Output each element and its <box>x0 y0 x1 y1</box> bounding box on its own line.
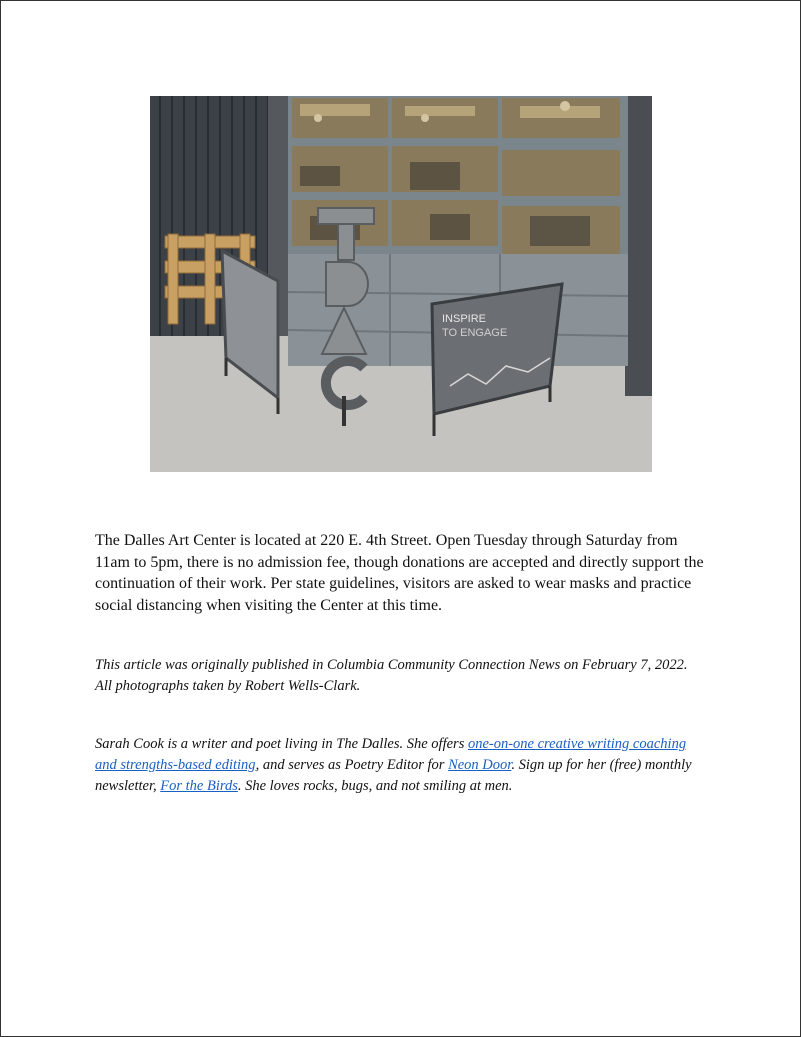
location-paragraph: The Dalles Art Center is located at 220 E. 4th Street. Open Tuesday through Saturday from 11am to 5pm, there is no admission fee, though donations are accepted and directly support the continuation of their work. Per state guidelines, visitors are asked to wear masks and practice social distancing when visiting the Center at this time. <box>95 532 704 614</box>
newsletter-link[interactable]: For the Birds <box>160 778 238 794</box>
panel-text-line-1: INSPIRE <box>442 313 487 325</box>
bio-text-3: . Sign up for her (free) monthly newsletter, <box>95 757 692 794</box>
bio-text-4: . She loves rocks, bugs, and not smiling at men. <box>237 778 513 794</box>
author-bio <box>95 734 707 797</box>
neon-door-link[interactable]: Neon Door <box>448 757 512 773</box>
coaching-link[interactable]: one-on-one creative writing coaching and strengths-based editing <box>95 736 687 773</box>
bio-text-1: Sarah Cook is a writer and poet living in The Dalles. She offers <box>95 736 468 752</box>
panel-text-line-2: TO ENGAGE <box>442 327 508 339</box>
sculpture-photo <box>150 96 652 472</box>
bio-text-2: , and serves as Poetry Editor for <box>255 757 449 773</box>
publication-note: This article was originally published in Columbia Community Connection News on February 7, 2022. All photographs taken by Robert Wells-Clark. <box>95 657 688 694</box>
